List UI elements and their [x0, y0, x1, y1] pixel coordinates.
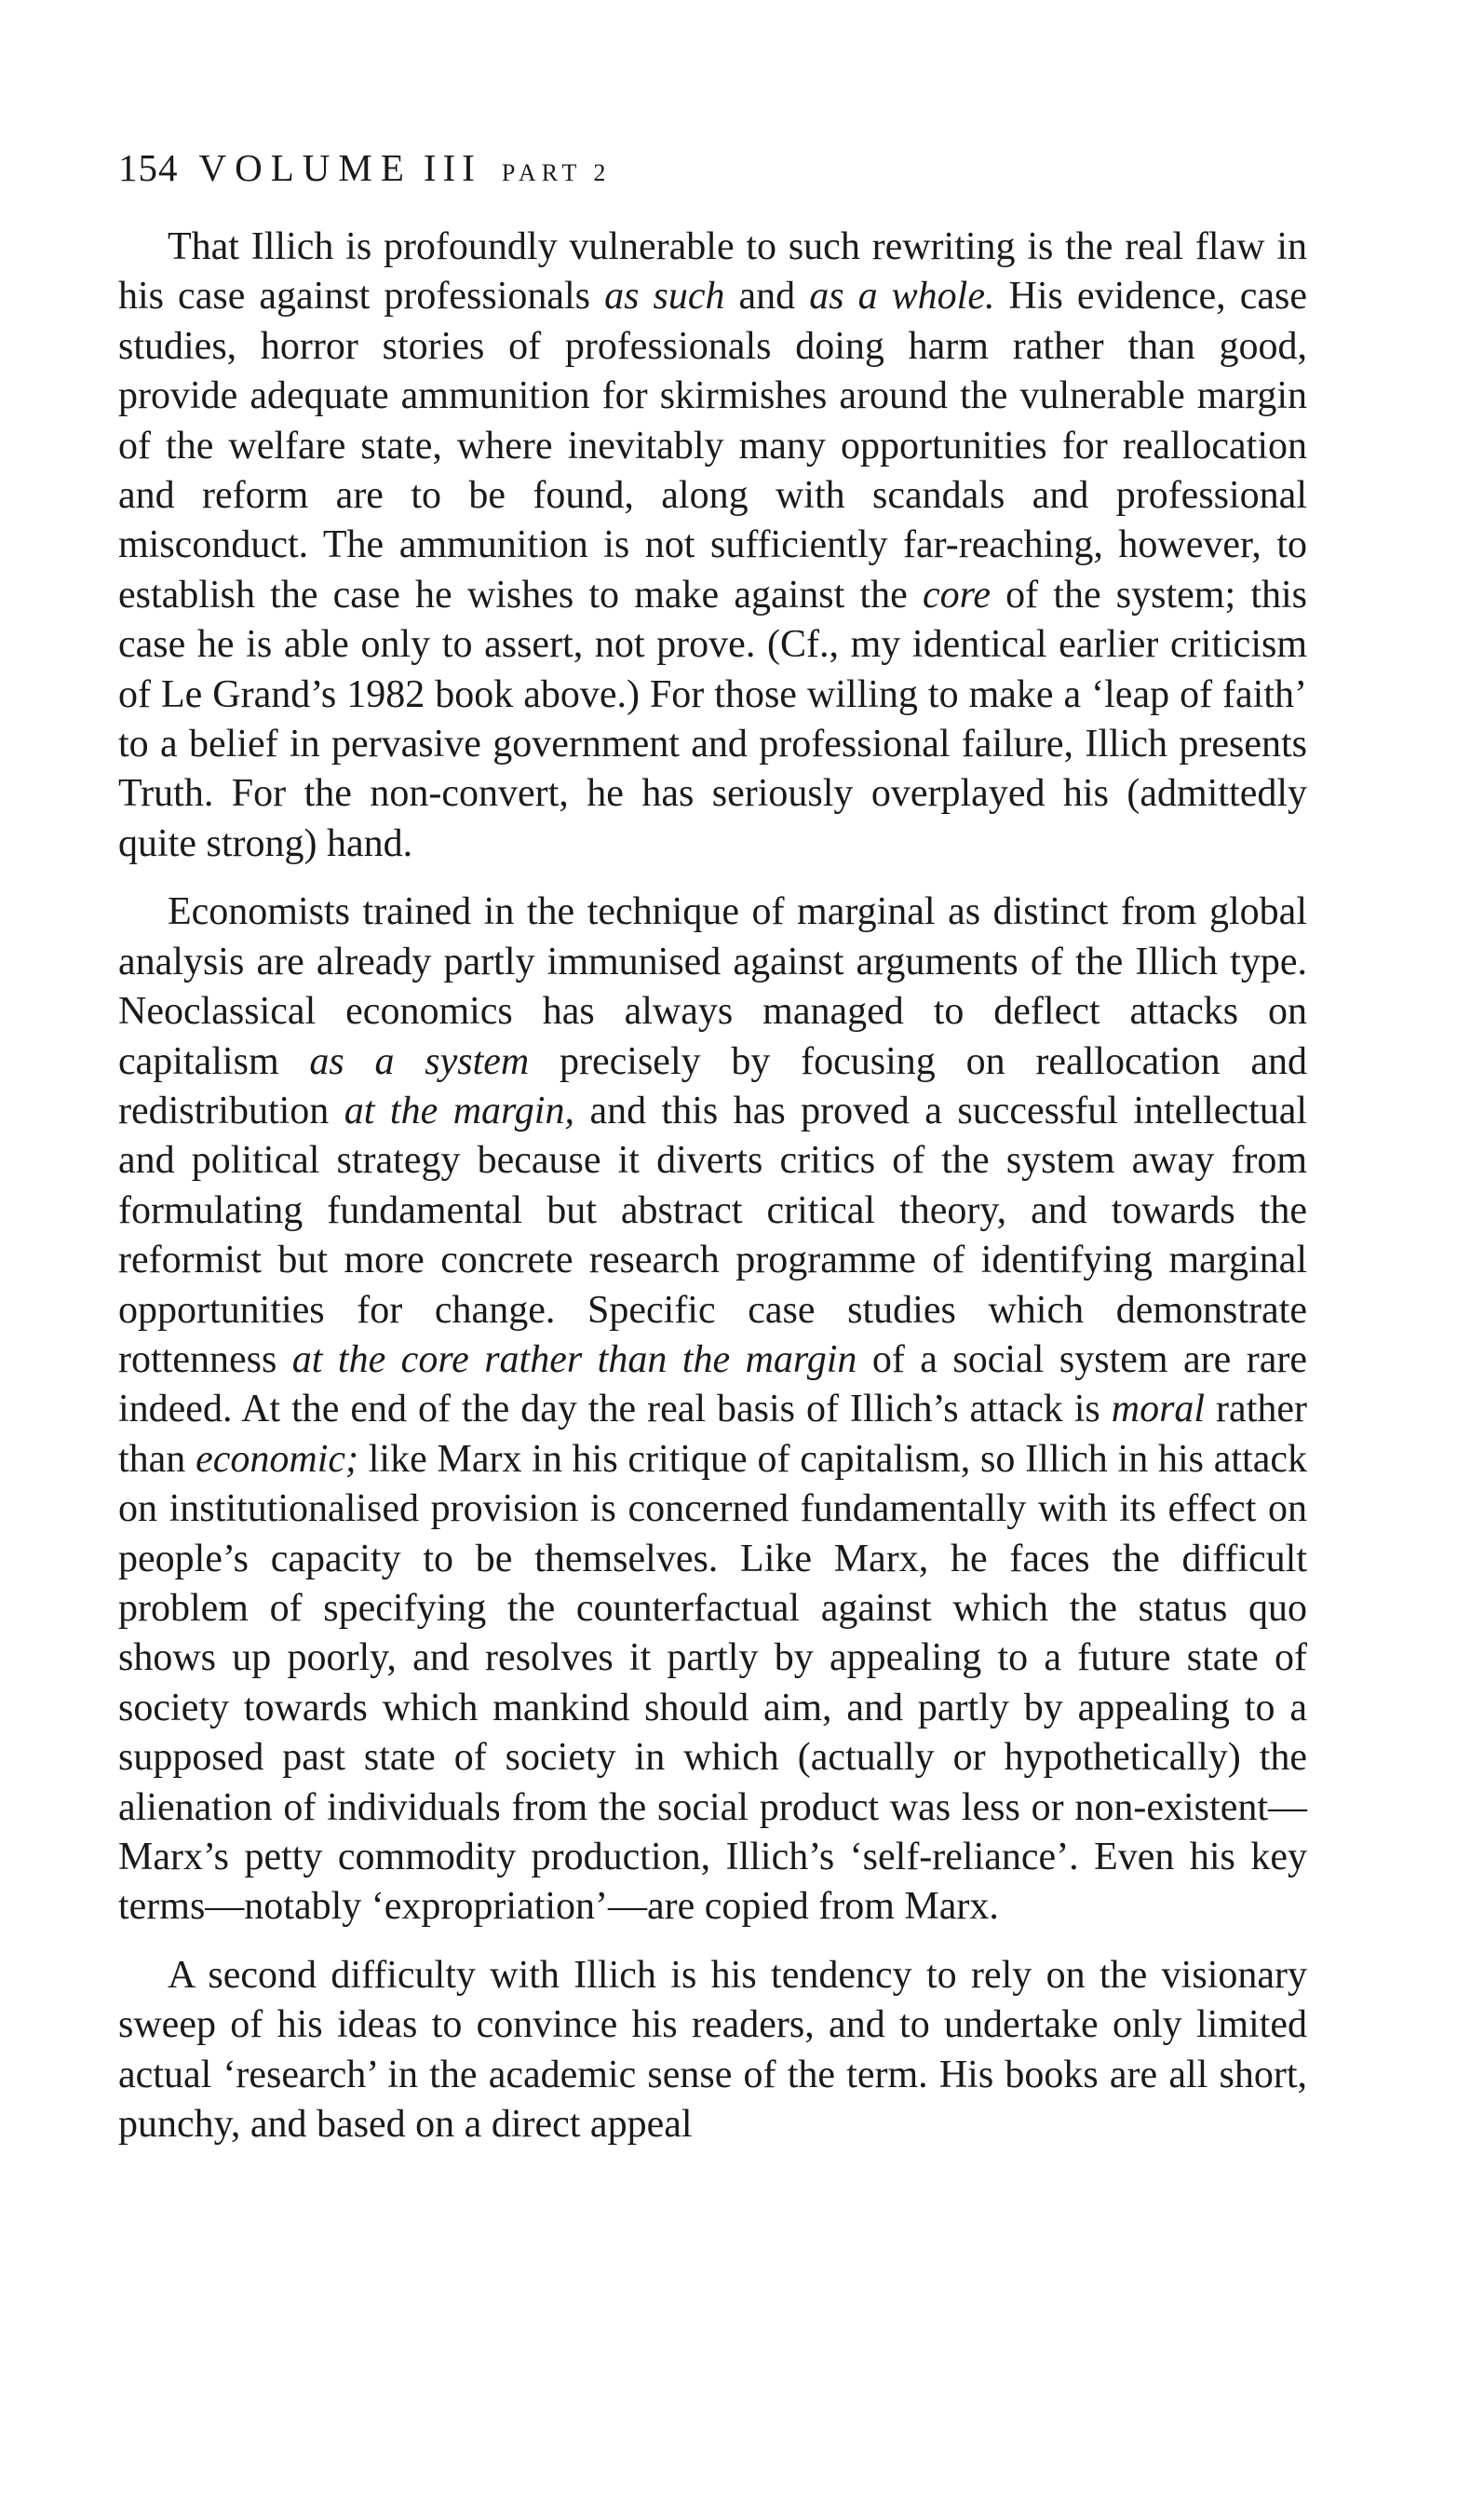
text-run: of a social system are rare indeed. At the end of the day the real basis of Illich’s attack is: [118, 1337, 1307, 1431]
paragraph: [118, 1951, 1307, 2150]
italic-text: as a whole.: [809, 275, 995, 319]
text-run: Economists trained in the technique of marginal as distinct from global analysis are already partly immunised against arguments of the Illich type. Neoclassical economics has always managed to deflect attacks on capitalism: [118, 890, 1307, 1083]
part-label: PART: [501, 159, 583, 186]
text-run: rather than: [118, 1388, 1307, 1481]
text-run: His evidence, case studies, horror stories of professionals doing harm rather than good, provide adequate ammunition for skirmishes around the vulnerable margin of the welfare state, where inevitably many opportunities for reallocation and reform are to be found, along with scandals and professional misconduct. The ammunition is not sufficiently far-reaching, however, to establish the case he wishes to make against the: [118, 275, 1307, 617]
text-run: of the system; this case he is able only to assert, not prove. (Cf., my identical earlier criticism of Le Grand’s 1982 book above.) For those willing to make a ‘leap of faith’ to a belief in pervasive government and professional failure, Illich presents Truth. For the non-convert, he has seriously overplayed his (admittedly quite strong) hand.: [118, 573, 1307, 865]
volume-number: III: [423, 146, 481, 189]
text-run: precisely by focusing on reallocation and redistribution: [118, 1039, 1307, 1132]
italic-text: at the core rather than the margin: [291, 1337, 857, 1381]
part-number: 2: [593, 159, 608, 186]
italic-text: at the margin,: [344, 1089, 574, 1132]
page-number: 154: [118, 146, 179, 189]
italic-text: as such: [604, 275, 725, 319]
book-page: [118, 146, 1308, 2168]
paragraph: [118, 223, 1307, 869]
text-run: A second difficulty with Illich is his tendency to rely on the visionary sweep of his ideas to convince his readers, and to undertake only limited actual ‘research’ in the academic sense of the term. His books are all short, punchy, and based on a direct appeal: [118, 1953, 1307, 2147]
text-run: and this has proved a successful intellectual and political strategy because it diverts critics of the system away from formulating fundamental but abstract critical theory, and towards the reformist but more concrete research programme of identifying marginal opportunities for change. Specific case studies which demonstrate rottenness: [118, 1089, 1308, 1381]
text-run: That Illich is profoundly vulnerable to such rewriting is the real flaw in his case against professionals: [118, 225, 1307, 319]
running-head: [118, 146, 1307, 189]
text-run: and: [724, 275, 810, 319]
volume-label: VOLUME: [198, 146, 412, 189]
italic-text: economic;: [196, 1437, 358, 1481]
paragraph: [118, 888, 1307, 1932]
text-run: like Marx in his critique of capitalism, so Illich in his attack on institutionalised provision is concerned fundamentally with its effect on people’s capacity to be themselves. Like Marx, he faces the difficult problem of specifying the counterfactual against which the status quo shows up poorly, and resolves it partly by appealing to a future state of society towards which mankind should aim, and partly by appealing to a supposed past state of society in which (actually or hypothetically) the alienation of individuals from the social product was less or non-existent—Marx’s petty commodity production, Illich’s ‘self-reliance’. Even his key terms—notably ‘expropriation’—are copied from Marx.: [118, 1437, 1308, 1929]
italic-text: core: [922, 573, 992, 617]
body-text: [118, 223, 1307, 2149]
italic-text: as a system: [309, 1039, 530, 1083]
italic-text: moral: [1111, 1388, 1206, 1431]
